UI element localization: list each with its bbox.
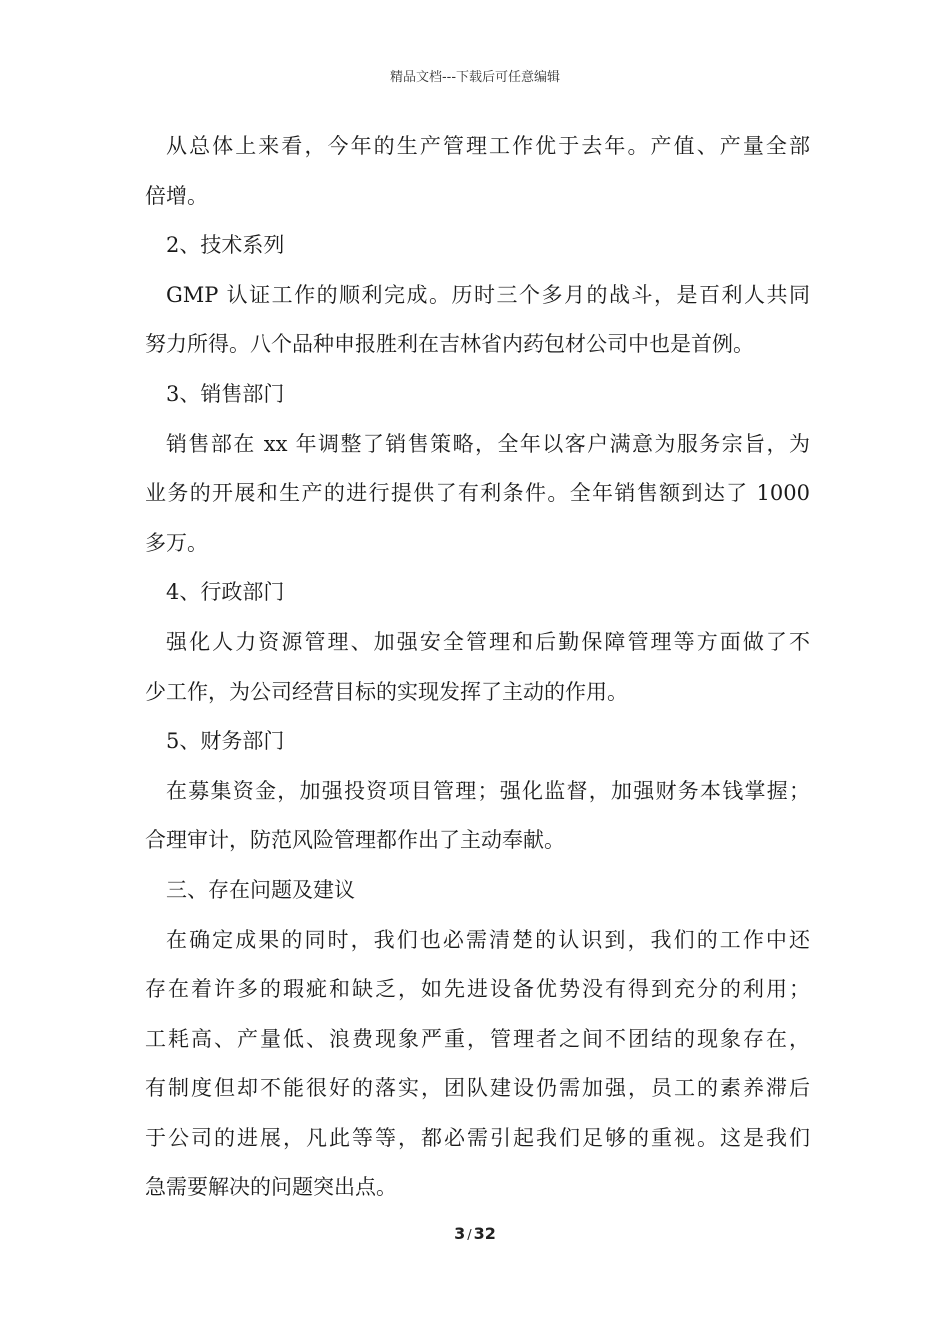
paragraph-line: 强化人力资源管理、加强安全管理和后勤保障管理等方面做了不 [166,629,810,654]
paragraph-line: 工耗高、产量低、浪费现象严重，管理者之间不团结的现象存在， [145,1026,810,1051]
paragraph-line: 在确定成果的同时，我们也必需清楚的认识到，我们的工作中还 [166,927,810,952]
paragraph-line: 从总体上来看，今年的生产管理工作优于去年。产值、产量全部 [166,134,810,158]
page-number [0,1224,950,1243]
total-pages-number: 32 [473,1224,496,1243]
paragraph-line: 存在着许多的瑕疵和缺乏，如先进设备优势没有得到充分的利用； [145,977,810,1002]
paragraph-line: 少工作，为公司经营目标的实现发挥了主动的作用。 [145,679,628,704]
paragraph-line: 急需要解决的问题突出点。 [145,1175,397,1200]
paragraph-line: 于公司的进展，凡此等等，都必需引起我们足够的重视。这是我们 [145,1125,810,1150]
page-separator: / [467,1228,472,1243]
paragraph-line: 在募集资金，加强投资项目管理；强化监督，加强财务本钱掌握； [166,778,810,803]
paragraph-line: 有制度但却不能很好的落实，团队建设仍需加强，员工的素养滞后 [145,1076,810,1101]
paragraph-line: 倍增。 [145,183,208,208]
section-heading: 4、行政部门 [166,580,285,605]
paragraph-line: 努力所得。八个品种申报胜利在吉林省内药包材公司中也是首例。 [145,332,754,357]
paragraph-line: GMP 认证工作的顺利完成。历时三个多月的战斗，是百利人共同 [166,282,810,307]
paragraph-line: 业务的开展和生产的进行提供了有利条件。全年销售额到达了 1000 [145,481,810,506]
paragraph-line: 多万。 [145,530,208,555]
section-heading: 2、技术系列 [166,233,285,258]
section-heading: 5、财务部门 [166,729,285,754]
current-page-number: 3 [454,1224,466,1243]
section-heading: 三、存在问题及建议 [166,877,355,902]
paragraph-line: 销售部在 xx 年调整了销售策略，全年以客户满意为服务宗旨，为 [166,431,810,456]
section-heading: 3、销售部门 [166,381,285,406]
document-body [145,122,810,1213]
paragraph-line: 合理审计，防范风险管理都作出了主动奉献。 [145,828,565,853]
page-header: 精品文档---下载后可任意编辑 [389,70,561,85]
